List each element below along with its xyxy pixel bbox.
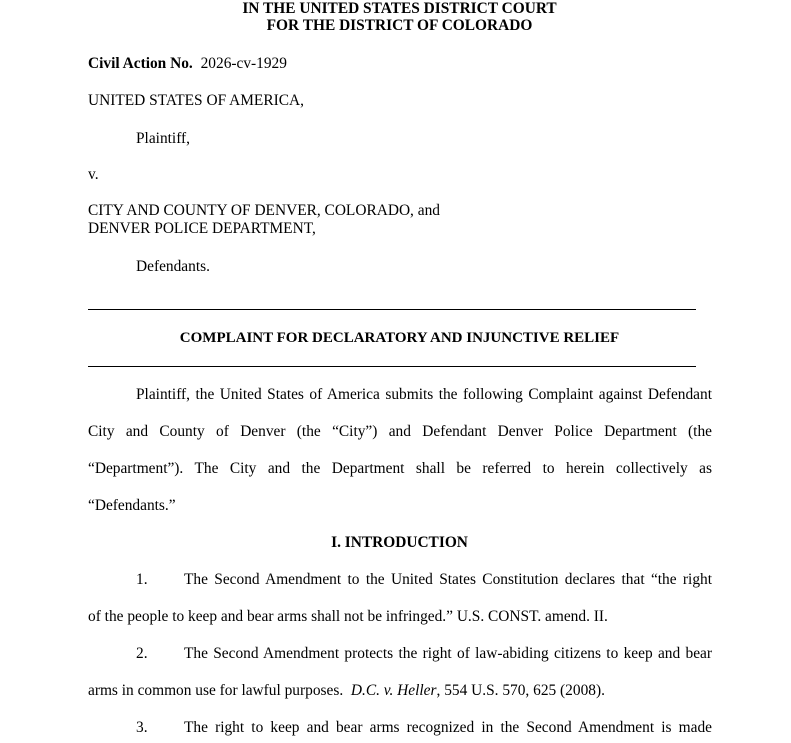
- paragraph-2-line2: [88, 682, 605, 700]
- defendant-line1: CITY AND COUNTY OF DENVER, COLORADO, and: [88, 202, 440, 219]
- paragraph-2-line1: The Second Amendment protects the right of law-abiding citizens to keep and bear: [184, 645, 712, 662]
- intro-line1: Plaintiff, the United States of America submits the following Complaint against Defendant: [136, 386, 712, 403]
- paragraph-2-text: arms in common use for lawful purposes.: [88, 682, 351, 699]
- paragraph-1-line1: The Second Amendment to the United States Constitution declares that “the right: [184, 571, 712, 588]
- intro-line3: “Department”). The City and the Department shall be referred to herein collectively as: [88, 460, 712, 477]
- intro-line2: City and County of Denver (the “City”) and Defendant Denver Police Department (the: [88, 423, 712, 440]
- versus: v.: [88, 166, 99, 183]
- civil-action-number: 2026-cv-1929: [200, 55, 287, 72]
- rule-top: [88, 309, 696, 310]
- paragraph-number: 1.: [136, 571, 148, 588]
- case-citation: D.C. v. Heller: [350, 682, 437, 699]
- civil-action-label: Civil Action No.: [88, 55, 193, 72]
- plaintiff-name: UNITED STATES OF AMERICA,: [88, 92, 304, 109]
- rule-bottom: [88, 366, 696, 367]
- defendant-line2: DENVER POLICE DEPARTMENT,: [88, 220, 316, 237]
- paragraph-number: 2.: [136, 645, 148, 662]
- defendant-role: Defendants.: [136, 258, 210, 275]
- intro-line4: “Defendants.”: [88, 497, 176, 514]
- citation-reporter: , 554 U.S. 570, 625 (2008).: [436, 682, 605, 699]
- plaintiff-role: Plaintiff,: [136, 130, 191, 147]
- court-name-line2: FOR THE DISTRICT OF COLORADO: [266, 17, 533, 34]
- court-name-line1: IN THE UNITED STATES DISTRICT COURT: [242, 0, 557, 17]
- document-title: COMPLAINT FOR DECLARATORY AND INJUNCTIVE RELIEF: [179, 330, 620, 346]
- civil-action: [88, 55, 287, 73]
- paragraph-number: 3.: [136, 719, 148, 736]
- section-heading: I. INTRODUCTION: [331, 534, 468, 551]
- paragraph-3-line1: The right to keep and bear arms recognized in the Second Amendment is made: [184, 719, 712, 736]
- paragraph-1-line2: of the people to keep and bear arms shall not be infringed.” U.S. CONST. amend. II.: [88, 608, 608, 625]
